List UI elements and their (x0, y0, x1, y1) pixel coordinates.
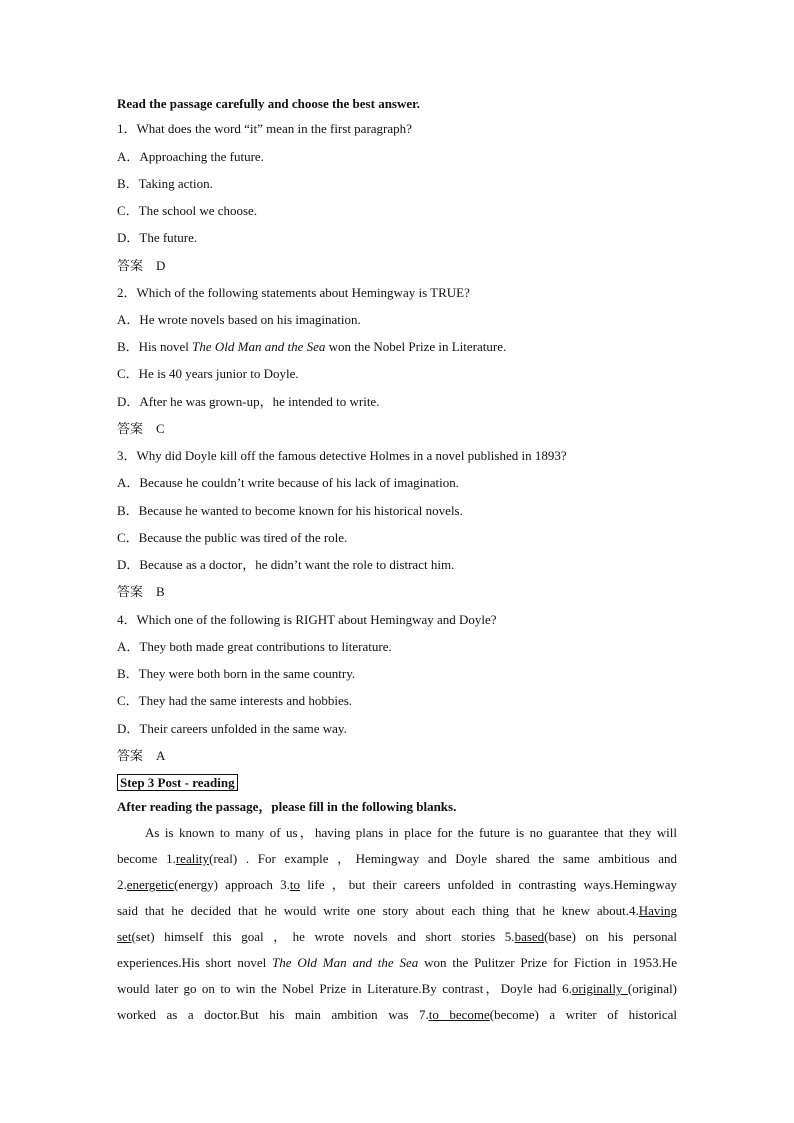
question-3-stem: 3．Why did Doyle kill off the famous detective Holmes in a novel published in 1893? (117, 448, 567, 463)
q2-answer: 答案 C (117, 421, 165, 436)
q2-answer-value: C (156, 421, 165, 436)
blank-answer: set (117, 929, 132, 944)
fill-instruction: After reading the passage，please fill in the following blanks. (117, 799, 457, 814)
q1-answer: 答案 D (117, 258, 166, 273)
q2-option-b: B．His novel The Old Man and the Sea won the Nobel Prize in Literature. (117, 339, 507, 354)
question-2-stem: 2．Which of the following statements about Hemingway is TRUE? (117, 285, 470, 300)
novel-title: The Old Man and the Sea (192, 339, 326, 354)
q3-option-a: A．Because he couldn’t write because of his lack of imagination. (117, 475, 459, 490)
blank-answer: to become (428, 1007, 490, 1022)
q4-option-b: B．They were both born in the same country. (117, 666, 356, 681)
instruction: Read the passage carefully and choose the best answer. (117, 96, 420, 111)
passage (117, 820, 677, 1028)
blank-answer: based (514, 929, 545, 944)
passage-line: experiences.His short novel The Old Man and the Sea won the Pulitzer Prize for Fiction in 1953.He (117, 955, 677, 970)
q1-answer-value: D (156, 258, 166, 273)
q3-option-d: D．Because as a doctor，he didn’t want the role to distract him. (117, 557, 455, 572)
blank-answer: Having (638, 903, 677, 918)
q1-option-d: D．The future. (117, 230, 198, 245)
q1-option-c: C．The school we choose. (117, 203, 258, 218)
blank-answer: to (289, 877, 300, 892)
q3-answer-value: B (156, 584, 165, 599)
novel-title: The Old Man and the Sea (272, 955, 419, 970)
step-heading: Step 3 Post - reading (117, 775, 238, 791)
q4-answer-value: A (156, 748, 166, 763)
passage-line: become 1.reality(real) . For example ，Hemingway and Doyle shared the same ambitious and (117, 851, 677, 866)
q1-option-b: B．Taking action. (117, 176, 213, 191)
q4-option-a: A．They both made great contributions to literature. (117, 639, 392, 654)
blank-answer: originally (571, 981, 628, 996)
q2-option-c: C．He is 40 years junior to Doyle. (117, 366, 299, 381)
blank-answer: reality (175, 851, 210, 866)
q2-option-d: D．After he was grown-up，he intended to write. (117, 394, 380, 409)
passage-line: would later go on to win the Nobel Prize in Literature.By contrast，Doyle had 6.originally (original) (117, 981, 678, 996)
q3-option-b: B．Because he wanted to become known for his historical novels. (117, 503, 463, 518)
passage-line: said that he decided that he would write one story about each thing that he knew about.4.Having (117, 903, 677, 918)
blank-answer: energetic (126, 877, 175, 892)
passage-line: As is known to many of us，having plans in place for the future is no guarantee that they will (145, 825, 677, 840)
question-1-stem: 1．What does the word “it” mean in the first paragraph? (117, 121, 412, 136)
q2-option-a: A．He wrote novels based on his imagination. (117, 312, 361, 327)
passage-line: 2.energetic(energy) approach 3.to life ，but their careers unfolded in contrasting ways.Hemingway (117, 877, 677, 892)
question-4-stem: 4．Which one of the following is RIGHT about Hemingway and Doyle? (117, 612, 497, 627)
q4-option-d: D．Their careers unfolded in the same way. (117, 721, 347, 736)
q3-option-c: C．Because the public was tired of the role. (117, 530, 348, 545)
q4-option-c: C．They had the same interests and hobbies. (117, 693, 353, 708)
passage-line: set(set) himself this goal ，he wrote novels and short stories 5.based(base) on his personal (117, 929, 678, 944)
q4-answer: 答案 A (117, 748, 166, 763)
q1-option-a: A．Approaching the future. (117, 149, 264, 164)
q3-answer: 答案 B (117, 584, 165, 599)
passage-line: worked as a doctor.But his main ambition was 7.to become(become) a writer of historical (117, 1007, 677, 1022)
